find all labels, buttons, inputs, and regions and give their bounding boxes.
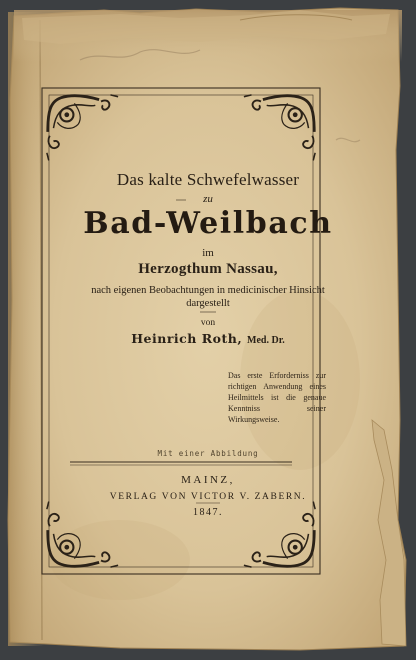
subtitle-line-2: dargestellt: [186, 298, 230, 309]
preposition-text: im: [202, 247, 214, 259]
publication-year: 1847.: [193, 507, 223, 518]
main-title: Bad-Weilbach: [83, 206, 333, 241]
by-text: von: [200, 318, 216, 328]
author-degree: Med. Dr.: [247, 335, 285, 346]
motto-text: Das erste Erforderniss zur richtigen Anwendung eines Heilmittels ist die genaue Kenntniss seiner Wirkungsweise.: [228, 371, 326, 424]
connector-text: zu: [203, 193, 213, 205]
author-line: [0, 331, 416, 346]
subtitle: [0, 284, 416, 310]
title-line: Das kalte Schwefelwasser: [116, 170, 300, 189]
subtitle-line-1: nach eigenen Beobachtungen in medicinischer Hinsicht: [91, 285, 325, 296]
publisher-name: VERLAG VON VICTOR V. ZABERN.: [109, 492, 307, 502]
author-name: Heinrich Roth,: [131, 331, 243, 346]
publication-place: MAINZ,: [181, 474, 235, 486]
region-title: Herzogthum Nassau,: [138, 261, 278, 277]
illustration-note: Mit einer Abbildung: [157, 449, 259, 458]
